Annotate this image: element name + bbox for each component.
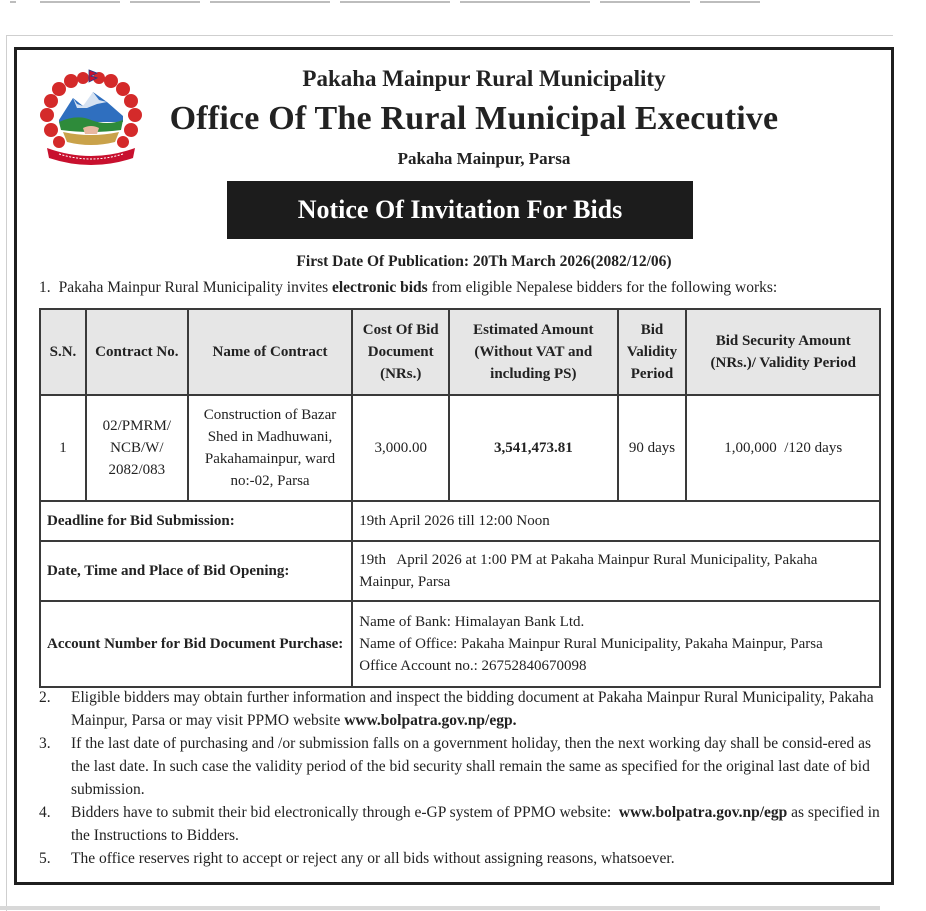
note-item	[39, 686, 885, 732]
note-text: If the last date of purchasing and /or submission falls on a government holiday, then the next working day shall be consid-ered as the last date. In such case the validity period of the bid security shall remain the same as specified for the original last date of bid submission.	[71, 735, 872, 798]
deadline-label: Deadline for Bid Submission:	[40, 501, 352, 541]
bank-name: Name of Bank: Himalayan Bank Ltd.	[359, 614, 585, 630]
account-row	[40, 601, 880, 687]
header-bid-security: Bid Security Amount (NRs.)/ Validity Period	[686, 309, 880, 395]
note-text: Eligible bidders may obtain further information and inspect the bidding document at Pakaha Mainpur Rural Municipality, Pakaha Mainpur, Parsa or may visit PPMO website	[71, 689, 874, 729]
notice-box	[14, 47, 894, 885]
cell-contract-name: Construction of Bazar Shed in Madhuwani, Pakahamainpur, ward no:-02, Parsa	[188, 395, 353, 501]
cell-estimated-amount: 3,541,473.81	[449, 395, 617, 501]
note-number: 3.	[39, 735, 51, 752]
account-details	[352, 601, 880, 687]
opening-row	[40, 541, 880, 601]
office-location: Pakaha Mainpur, Parsa	[397, 149, 571, 168]
header-contract-name: Name of Contract	[188, 309, 353, 395]
deadline-row	[40, 501, 880, 541]
cell-bid-security: 1,00,000 /120 days	[686, 395, 880, 501]
note-item	[39, 732, 885, 801]
notice-title	[227, 181, 693, 239]
note-number: 4.	[39, 804, 51, 821]
account-number: Office Account no.: 26752840670098	[359, 658, 587, 674]
bids-table	[39, 308, 881, 688]
note-text: The office reserves right to accept or reject any or all bids without assigning reasons, whatsoever.	[71, 850, 675, 867]
opening-label: Date, Time and Place of Bid Opening:	[40, 541, 352, 601]
intro-text-before: Pakaha Mainpur Rural Municipality invites	[58, 279, 332, 296]
header-validity-period: Bid Validity Period	[618, 309, 687, 395]
note-text: Bidders have to submit their bid electronically through e-GP system of PPMO website:	[71, 804, 619, 821]
intro-paragraph	[39, 279, 777, 297]
publication-date: First Date Of Publication: 20Th March 2026(2082/12/06)	[296, 253, 672, 270]
cell-cost-document: 3,000.00	[352, 395, 449, 501]
egp-website-link[interactable]: www.bolpatra.gov.np/egp	[618, 804, 788, 821]
opening-value: 19th April 2026 at 1:00 PM at Pakaha Mainpur Rural Municipality, Pakaha Mainpur, Parsa	[352, 541, 880, 601]
header-sn: S.N.	[40, 309, 86, 395]
note-item	[39, 801, 885, 847]
cell-validity-period: 90 days	[618, 395, 687, 501]
table-header-row	[40, 309, 880, 395]
header-contract-no: Contract No.	[86, 309, 188, 395]
cell-contract-no: 02/PMRM/ NCB/W/ 2082/083	[86, 395, 188, 501]
ppmo-website-link[interactable]: www.bolpatra.gov.np/egp.	[344, 712, 517, 729]
note-number: 2.	[39, 689, 51, 706]
note-item	[39, 847, 885, 870]
note-number: 5.	[39, 850, 51, 867]
header-cost-document: Cost Of Bid Document (NRs.)	[352, 309, 449, 395]
municipality-name: Pakaha Mainpur Rural Municipality	[302, 66, 666, 91]
notes-list	[39, 686, 885, 870]
note-text-after: as specified in the Instructions to Bidders.	[71, 804, 880, 844]
intro-bold-text: electronic bids	[331, 279, 428, 296]
office-title: Office Of The Rural Municipal Executive	[169, 100, 779, 137]
account-label: Account Number for Bid Document Purchase:	[40, 601, 352, 687]
cropped-text-strip	[0, 0, 926, 6]
header-estimated-amount: Estimated Amount (Without VAT and including PS)	[449, 309, 617, 395]
notice-title-text: Notice Of Invitation For Bids	[297, 195, 623, 224]
table-row	[40, 395, 880, 501]
page-bottom-edge	[0, 906, 880, 910]
intro-number: 1.	[39, 279, 51, 296]
deadline-value: 19th April 2026 till 12:00 Noon	[352, 501, 880, 541]
office-name: Name of Office: Pakaha Mainpur Rural Municipality, Pakaha Mainpur, Parsa	[359, 636, 823, 652]
cell-sn: 1	[40, 395, 86, 501]
intro-text-after: from eligible Nepalese bidders for the following works:	[427, 279, 778, 296]
